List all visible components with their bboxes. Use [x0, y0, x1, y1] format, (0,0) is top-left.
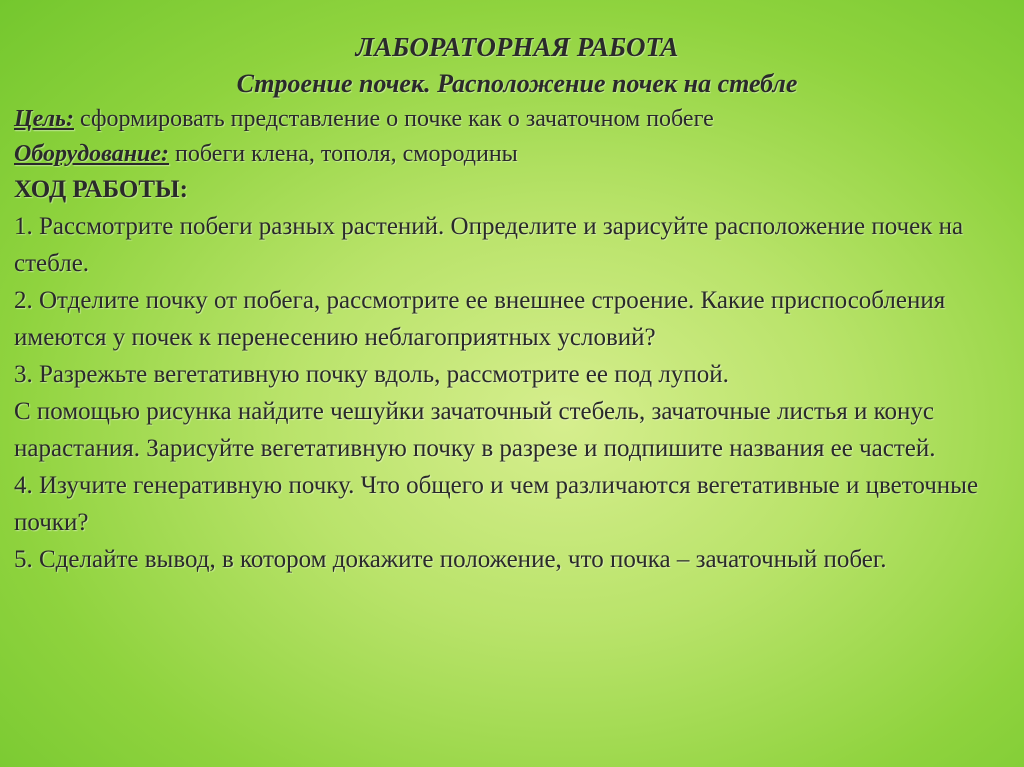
- equipment-text: побеги клена, тополя, смородины: [169, 141, 518, 167]
- goal-label: Цель:: [14, 106, 74, 132]
- step-3: 3. Разрежьте вегетативную почку вдоль, рассмотрите ее под лупой.: [14, 361, 729, 388]
- slide-title: ЛАБОРАТОРНАЯ РАБОТА: [355, 32, 679, 62]
- step-3-continued: С помощью рисунка найдите чешуйки зачаточный стебель, зачаточные листья и конус нарастания. Зарисуйте вегетативную почку в разрезе и подпишите названия ее частей.: [14, 398, 936, 462]
- slide-content: [14, 28, 1004, 578]
- goal-text: сформировать представление о почке как о зачаточном побеге: [74, 106, 714, 132]
- goal-line: [14, 102, 1004, 137]
- step-4: 4. Изучите генеративную почку. Что общего и чем различаются вегетативные и цветочные почки?: [14, 472, 979, 536]
- procedure-heading: ХОД РАБОТЫ:: [14, 176, 188, 203]
- equipment-line: [14, 137, 1004, 172]
- step-2: 2. Отделите почку от побега, рассмотрите ее внешнее строение. Какие приспособления имеются у почек к перенесению неблагоприятных условий?: [14, 287, 946, 351]
- slide-subtitle: Строение почек. Расположение почек на стебле: [236, 69, 798, 98]
- step-5: 5. Сделайте вывод, в котором докажите положение, что почка – зачаточный побег.: [14, 546, 887, 573]
- step-1: 1. Рассмотрите побеги разных растений. Определите и зарисуйте расположение почек на стебле.: [14, 213, 964, 277]
- equipment-label: Оборудование:: [14, 141, 170, 167]
